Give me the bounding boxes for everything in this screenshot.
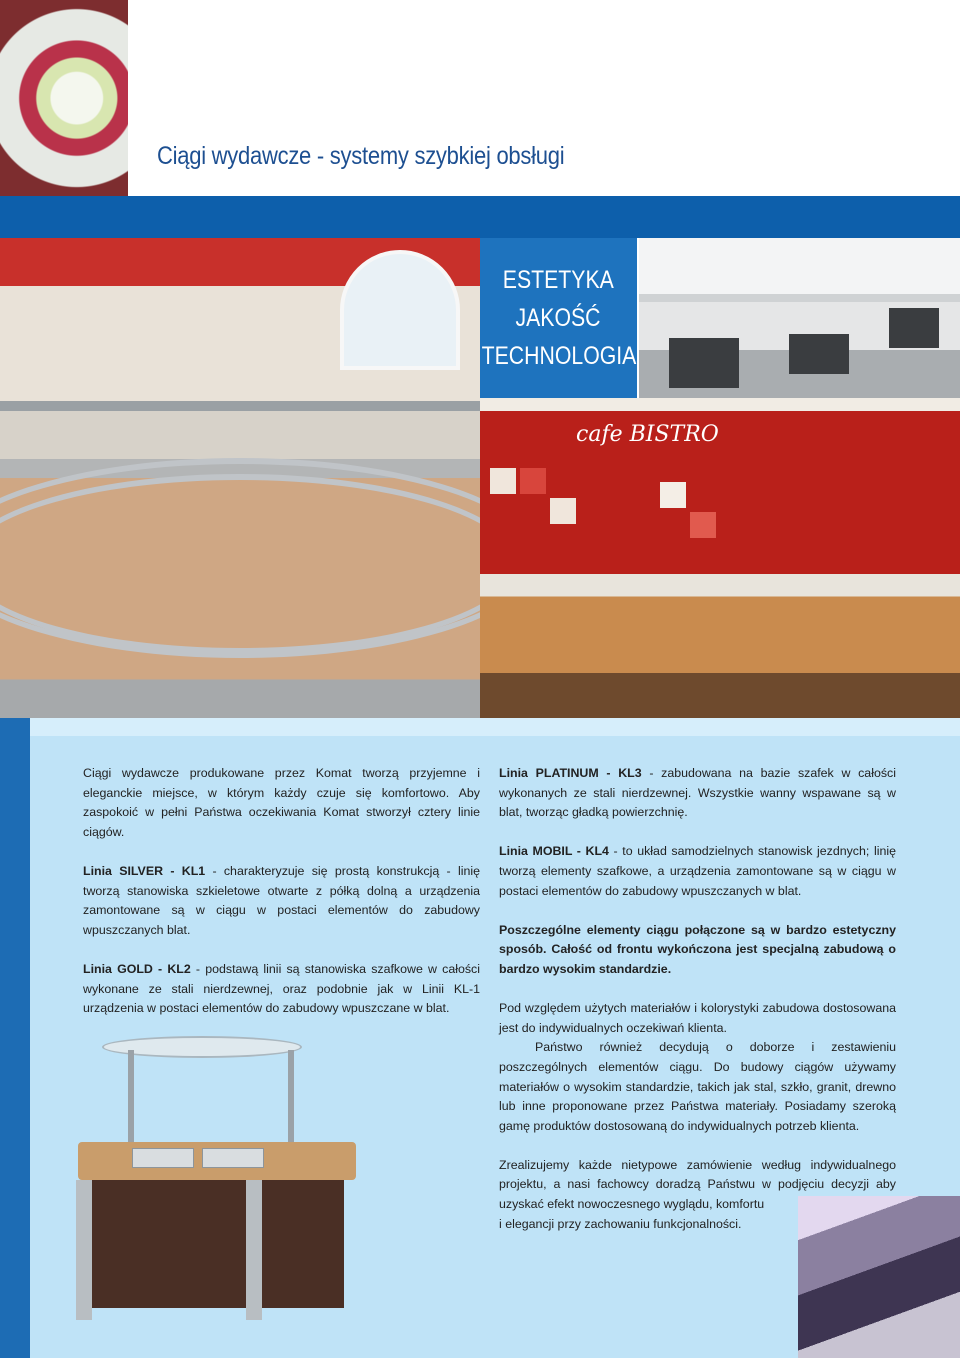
materials-paragraph-2: Państwo również decydują o doborze i zestawieniu poszczególnych elementów ciągu. Do budowy ciągów używamy materiałów o wysokim standardzie, takich jak stal, szkło, granit, drewno lub inne proponowane przez Państwa materiały. Posiadamy szeroką gamę produktów dostosowaną do indywidualnych potrzeb klienta. [499,1040,896,1133]
right-column [499,764,896,1234]
mobil-text: - to układ samodzielnych stanowisk jezdnych; linię tworzą elementy szafkowe, a urządzenia zamontowane są w ciągu w postaci elementów do zabudowy wpuszczanych w blat. [499,844,896,898]
gold-label: Linia GOLD - KL2 [83,961,191,976]
salad-photo [0,0,128,218]
counter-photo [0,238,480,718]
buffet-cart-photo [70,1030,360,1335]
wall-tile [550,498,576,524]
steel-leg [76,1180,92,1320]
steel-leg [246,1180,262,1320]
silver-label: Linia SILVER - KL1 [83,863,206,878]
page-title: Ciągi wydawcze - systemy szybkiej obsługi [157,142,565,170]
left-column [83,764,480,1038]
left-stripe [0,718,30,1358]
guard-post [128,1050,134,1142]
mobil-paragraph [499,842,896,901]
gastronorm-pan [132,1148,194,1168]
arched-window [340,250,460,370]
cafe-bistro-photo [480,398,960,718]
gold-text: - podstawą linii są stanowiska szafkowe w całości wykonane ze stali nierdzewnej, oraz podobnie jak w Linii KL-1 urządzenia w postaci elementów do zabudowy wpuszczane w blat. [83,961,480,1016]
wall-tile [490,468,516,494]
cabinet [669,338,739,388]
highlight-text: Poszczególne elementy ciągu połączone są w bardzo estetyczny sposób. Całość od frontu wykończona jest specjalną zabudową o bardzo wysokim standardzie. [499,922,896,976]
platinum-text: - zabudowana na bazie szafek w całości wykonanych ze stali nierdzewnej. Wszystkie wanny wspawane są w blat, tworząc gładką powierzchnię. [499,766,896,820]
wall-tile [660,482,686,508]
kitchen-photo [798,1196,960,1358]
highlight-paragraph [499,921,896,980]
counter-rail [0,474,480,654]
tagline-line: TECHNOLOGIA [481,342,636,370]
mobil-label: Linia MOBIL - KL4 [499,844,609,859]
steel-line-photo [639,238,960,398]
tagline-line: ESTETYKA [502,266,615,294]
cabinet [889,308,939,348]
header-band [0,196,960,238]
platinum-label: Linia PLATINUM - KL3 [499,766,642,780]
cafe-logo: cafe BISTRO [576,422,719,447]
tagline-box [480,238,637,398]
silver-paragraph [83,862,480,940]
guard-post [288,1050,294,1142]
wall-tile [520,468,546,494]
gastronorm-pan [202,1148,264,1168]
tagline-line: JAKOŚĆ [515,304,602,332]
content-top-strip [30,718,960,736]
silver-text: - charakteryzuje się prostą konstrukcją - linię tworzą stanowiska szkieletowe otwarte z półką dolną a urządzenia zamontowane są w ciągu w postaci elementów do zabudowy wpuszczanych blat. [83,863,480,937]
cabinet [789,334,849,374]
closing-paragraph: Zrealizujemy każde nietypowe zamówienie według indywidualnego projektu, a nasi fachowcy doradzą Państwu w podjęciu decyzji aby uzyskać efekt nowoczesnego wyglądu, komfortu [499,1157,896,1212]
wall-tile [690,512,716,538]
closing-paragraph-2: i elegancji przy zachowaniu funkcjonalności. [499,1216,742,1231]
materials-paragraph: Pod względem użytych materiałów i kolorystyki zabudowa dostosowana jest do indywidualnych oczekiwań klienta. [499,1001,896,1035]
intro-paragraph: Ciągi wydawcze produkowane przez Komat tworzą przyjemne i eleganckie miejsce, w którym każdy czuje się komfortowo. Aby zaspokoić w pełni Państwa oczekiwania Komat stworzył cztery linie ciągów. [83,766,480,839]
wooden-cabinet [88,1180,344,1308]
platinum-paragraph [499,764,896,823]
gold-paragraph [83,960,480,1019]
